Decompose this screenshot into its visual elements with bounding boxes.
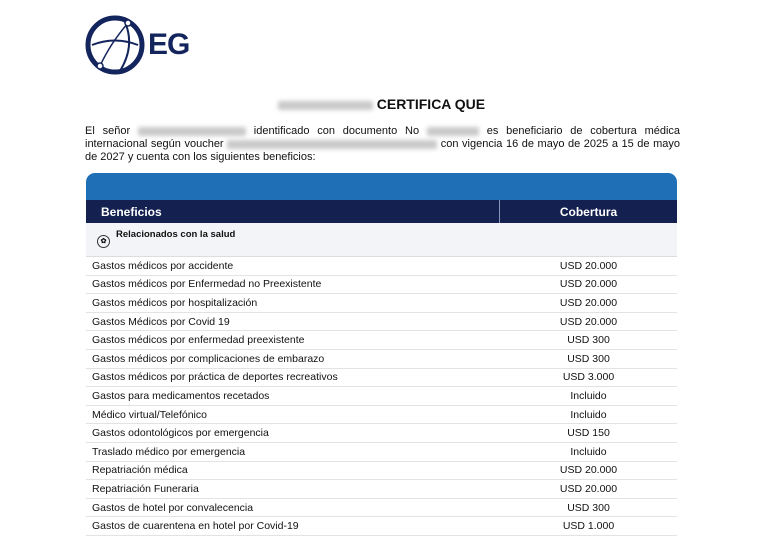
benefit-coverage: USD 1.000 <box>562 520 615 533</box>
logo-text: EG <box>148 28 190 61</box>
benefit-coverage: USD 300 <box>567 334 610 347</box>
benefit-name: Gastos médicos por hospitalización <box>92 296 258 309</box>
benefit-name: Gastos médicos por accidente <box>92 259 234 272</box>
table-row <box>86 369 677 388</box>
certificate-title <box>0 96 763 112</box>
benefit-name: Traslado médico por emergencia <box>92 445 246 458</box>
table-row <box>86 517 677 536</box>
benefit-coverage: USD 3.000 <box>562 371 615 384</box>
redacted-company <box>278 101 373 110</box>
para-text: es beneficiario de cobertura médica internacional según voucher <box>85 125 681 150</box>
header-coverage: Cobertura <box>559 204 618 219</box>
table-row <box>86 313 677 332</box>
benefit-coverage: Incluido <box>570 445 607 458</box>
table-row <box>86 499 677 518</box>
benefit-coverage: USD 20.000 <box>559 278 618 291</box>
certificate-paragraph <box>85 125 680 164</box>
benefit-name: Gastos Médicos por Covid 19 <box>92 315 230 328</box>
benefit-name: Gastos de cuarentena en hotel por Covid-19 <box>92 520 299 533</box>
header-benefits: Beneficios <box>86 200 500 223</box>
benefit-name: Gastos de hotel por convalecencia <box>92 501 254 514</box>
table-row <box>86 443 677 462</box>
benefit-coverage: USD 20.000 <box>559 296 618 309</box>
benefit-coverage: Incluido <box>570 389 607 402</box>
table-row <box>86 480 677 499</box>
benefit-coverage: USD 20.000 <box>559 482 618 495</box>
benefit-name: Médico virtual/Telefónico <box>92 408 207 421</box>
para-text: identificado con documento No <box>253 125 420 137</box>
table-row <box>86 350 677 369</box>
table-row <box>86 387 677 406</box>
benefit-coverage: Incluido <box>570 408 607 421</box>
benefit-coverage: USD 20.000 <box>559 259 618 272</box>
benefit-coverage: USD 20.000 <box>559 315 618 328</box>
benefit-name: Gastos médicos por enfermedad preexistente <box>92 334 305 347</box>
benefit-coverage: USD 20.000 <box>559 464 618 477</box>
table-row <box>86 406 677 425</box>
benefit-coverage: USD 300 <box>567 352 610 365</box>
globe-logo-icon <box>84 14 146 76</box>
benefit-name: Repatriación Funeraria <box>92 482 199 495</box>
section-title: Relacionados con la salud <box>116 229 236 240</box>
table-row <box>86 294 677 313</box>
benefit-name: Gastos odontológicos por emergencia <box>92 427 269 440</box>
benefits-table <box>86 173 677 536</box>
health-icon: ✿ <box>97 235 110 248</box>
table-header <box>86 200 677 223</box>
benefit-coverage: USD 300 <box>567 501 610 514</box>
benefit-name: Repatriación médica <box>92 464 188 477</box>
section-health <box>86 223 677 257</box>
benefit-coverage: USD 150 <box>567 427 610 440</box>
para-text: El señor <box>85 125 131 137</box>
redacted-document <box>427 127 479 136</box>
table-row <box>86 462 677 481</box>
table-row <box>86 424 677 443</box>
table-row <box>86 331 677 350</box>
title-text: CERTIFICA QUE <box>376 96 486 112</box>
benefit-name: Gastos para medicamentos recetados <box>92 389 270 402</box>
benefit-name: Gastos médicos por Enfermedad no Preexistente <box>92 278 322 291</box>
redacted-voucher <box>227 140 437 149</box>
para-text: con vigencia 16 de mayo de 2025 a 15 de mayo de 2027 y cuenta con los siguientes beneficios: <box>85 138 680 163</box>
table-top-bar <box>86 173 677 200</box>
table-row <box>86 257 677 276</box>
table-row <box>86 276 677 295</box>
company-logo <box>84 14 189 76</box>
redacted-name <box>138 127 246 136</box>
benefit-name: Gastos médicos por complicaciones de embarazo <box>92 352 325 365</box>
benefit-name: Gastos médicos por práctica de deportes recreativos <box>92 371 338 384</box>
